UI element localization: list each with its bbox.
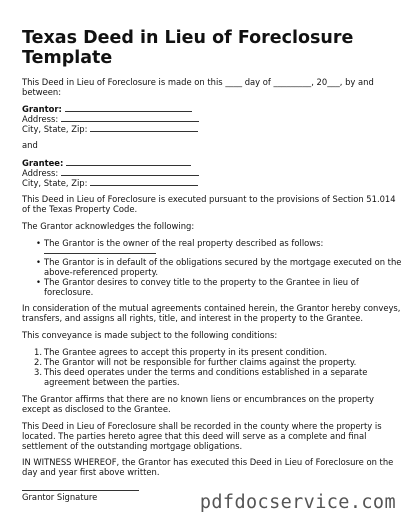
bullet-text: The Grantor desires to convey title to the property to the Grantee in lieu of: [44, 277, 359, 287]
bullet-text: foreclosure.: [44, 287, 94, 297]
consideration-line-1: In consideration of the mutual agreements contained herein, the Grantor hereby conveys,: [22, 303, 401, 313]
grantor-city-blank: [90, 124, 198, 132]
bullet-text: above-referenced property.: [44, 267, 158, 277]
grantee-address-label: Address:: [22, 168, 59, 178]
grantee-city-label: City, State, Zip:: [22, 178, 88, 188]
witness-line-1: IN WITNESS WHEREOF, the Grantor has executed this Deed in Lieu of Foreclosure on the: [22, 457, 394, 467]
grantee-city-blank: [90, 178, 198, 186]
recorded-line-2: located. The parties hereto agree that this deed will serve as a complete and final: [22, 431, 367, 441]
executed-line-1: This Deed in Lieu of Foreclosure is executed pursuant to the provisions of Section 51.014: [22, 194, 396, 204]
grantee-address-blank: [61, 168, 199, 176]
grantor-city-label: City, State, Zip:: [22, 124, 88, 134]
signature-label: Grantor Signature: [22, 492, 98, 502]
grantor-label: Grantor:: [22, 104, 62, 114]
grantee-name-blank: [66, 158, 191, 166]
and-text: and: [22, 140, 38, 150]
bullet-icon: •: [36, 238, 41, 248]
conditions-intro: This conveyance is made subject to the following conditions:: [22, 330, 278, 340]
affirms-line-1: The Grantor affirms that there are no known liens or encumbrances on the property: [22, 394, 374, 404]
grantee-name-row: [22, 158, 191, 169]
bullet-icon: •: [36, 277, 41, 287]
grantor-address-row: [22, 114, 199, 125]
condition-number: 2.: [34, 357, 42, 367]
grantee-address-row: [22, 168, 199, 179]
witness-line-2: day and year first above written.: [22, 467, 160, 477]
intro-line-2: between:: [22, 87, 62, 97]
condition-text: The Grantor will not be responsible for further claims against the property.: [44, 357, 357, 367]
affirms-line-2: except as disclosed to the Grantee.: [22, 404, 171, 414]
condition-text: This deed operates under the terms and conditions established in a separate: [44, 367, 368, 377]
grantee-label: Grantee:: [22, 158, 64, 168]
grantor-address-blank: [61, 114, 199, 122]
condition-text: The Grantee agrees to accept this property in its present condition.: [44, 347, 327, 357]
consideration-line-2: transfers, and assigns all rights, title, and interest in the property to the Grantee.: [22, 313, 364, 323]
condition-number: 3.: [34, 367, 42, 377]
bullet-text: The Grantor is in default of the obligations secured by the mortgage executed on the: [44, 257, 402, 267]
grantee-city-row: [22, 178, 198, 189]
recorded-line-1: This Deed in Lieu of Foreclosure shall be recorded in the county where the property is: [22, 421, 382, 431]
acknowledges-text: The Grantor acknowledges the following:: [22, 221, 195, 231]
grantor-address-label: Address:: [22, 114, 59, 124]
grantor-name-row: [22, 104, 192, 115]
property-description-blank: [44, 246, 156, 257]
executed-line-2: of the Texas Property Code.: [22, 204, 138, 214]
site-watermark: pdfdocservice.com: [199, 492, 396, 513]
bullet-icon: •: [36, 257, 41, 267]
title-line-1: Texas Deed in Lieu of Foreclosure: [22, 28, 354, 48]
signature-line: [22, 490, 139, 491]
condition-text: agreement between the parties.: [44, 377, 180, 387]
document-title: [22, 28, 392, 68]
grantor-city-row: [22, 124, 198, 135]
title-line-2: Template: [22, 48, 113, 68]
recorded-line-3: settlement of the outstanding mortgage obligations.: [22, 441, 243, 451]
grantor-name-blank: [65, 104, 192, 112]
intro-line-1: This Deed in Lieu of Foreclosure is made on this ____ day of _________, 20___, by and: [22, 77, 374, 87]
bullet-text: The Grantor is the owner of the real property described as follows:: [44, 238, 324, 248]
condition-number: 1.: [34, 347, 42, 357]
